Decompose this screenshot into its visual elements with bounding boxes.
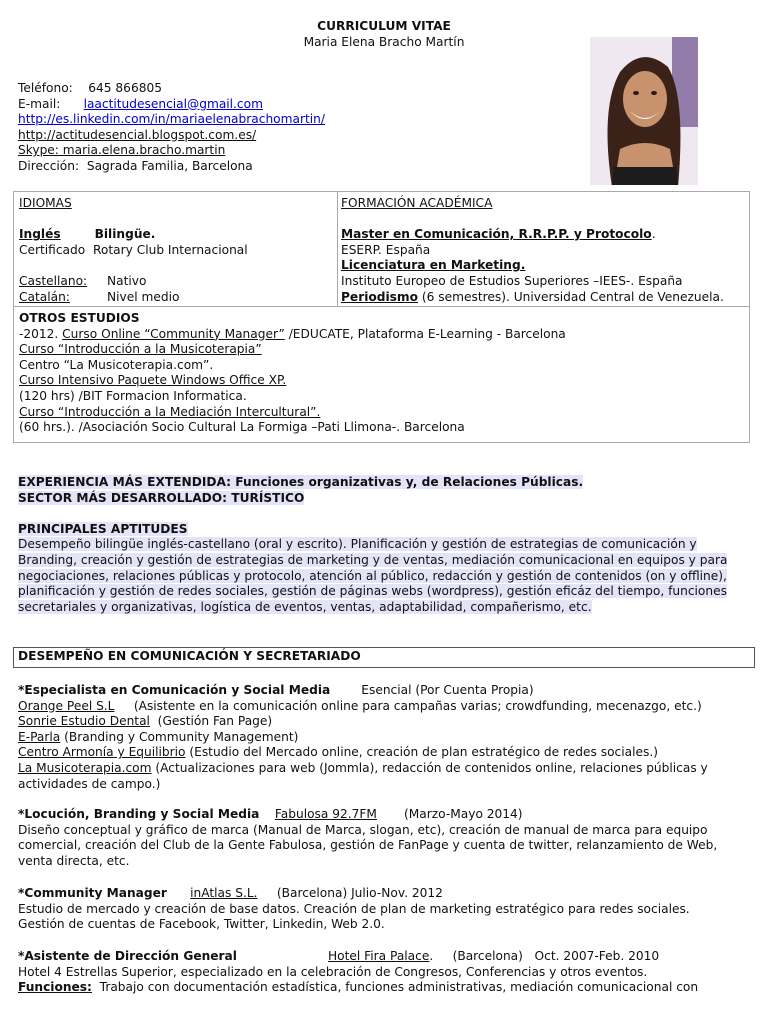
education-heading: FORMACIÓN ACADÉMICA [341,196,493,210]
table-divider [337,191,338,307]
course-3-detail: (120 hrs) /BIT Formacion Informatica. [19,388,247,403]
skype-id: Skype: maria.elena.bracho.martin [18,143,226,158]
client-3-desc: (Branding y Community Management) [60,729,299,744]
client-3-name: E-Parla [18,729,61,744]
languages-cell [19,196,334,305]
client-5-desc-cont: actividades de campo.) [18,776,161,791]
other-studies-heading: OTROS ESTUDIOS [19,311,140,325]
spanish-level: Nativo [107,273,147,288]
job-4-desc-1: Hotel 4 Estrellas Superior, especializado en la celebración de Congresos, Conferencias y otros eventos. [18,964,648,979]
job-3-desc-2: Gestión de cuentas de Facebook, Twitter, Linkedin, Web 2.0. [18,917,385,932]
degree-school: Instituto Europeo de Estudios Superiores –IEES-. España [341,273,683,288]
experience-summary: EXPERIENCIA MÁS EXTENDIDA: Funciones organizativas y, de Relaciones Públicas. [18,475,584,489]
skills-line-5: secretariales y organizativas, logística de eventos, ventas, adaptabilidad, compañerismo, etc. [18,599,592,614]
email-link[interactable]: laactitudesencial@gmail.com [83,96,263,111]
job-2-company: Fabulosa 92.7FM [274,807,377,821]
job-3-desc-1: Estudio de mercado y creación de base datos. Creación de plan de marketing estratégico para redes sociales. [18,901,690,916]
other-studies-cell [19,311,744,436]
journalism-title: Periodismo [341,289,418,304]
client-4-name: Centro Armonía y Equilibrio [18,745,186,760]
cert-label: Certificado [19,242,86,257]
course-3-title: Curso Intensivo Paquete Windows Office XP. [19,373,287,388]
contact-block [18,81,325,175]
job-entry-3 [18,886,751,933]
job-1-company: Esencial (Por Cuenta Propia) [361,683,534,697]
job-entry-1 [18,683,751,792]
table-divider-h [13,306,750,307]
job-entry-2 [18,807,751,869]
summary-block [18,475,727,615]
master-dot: . [651,227,656,242]
spanish-lang: Castellano: [19,273,88,288]
job-1-title: *Especialista en Comunicación y Social Media [18,683,331,697]
email-label: E-mail: [18,96,61,111]
job-3-place-dates: (Barcelona) Julio-Nov. 2012 [276,886,443,900]
job-2-desc-2: comercial, creación del Club de la Gente Fabulosa, gestión de FanPage y cuenta de twitter, relanzamiento de Web, [18,838,718,853]
english-level: Bilingüe. [94,227,156,242]
job-4-company: Hotel Fira Palace [328,949,430,963]
job-entry-4 [18,949,751,996]
education-cell [341,196,747,305]
master-school: ESERP. España [341,242,431,257]
catalan-lang: Catalán: [19,289,70,304]
degree-title: Licenciatura en Marketing. [341,258,526,273]
course-1-year: -2012. [19,326,63,341]
address-label: Dirección: [18,158,80,173]
section-heading-box [13,647,755,668]
blog-link[interactable]: http://actitudesencial.blogspot.com.es/ [18,127,257,142]
languages-heading: IDIOMAS [19,196,72,210]
job-4-place-dates: . (Barcelona) Oct. 2007-Feb. 2010 [429,949,660,963]
job-3-title: *Community Manager [18,886,167,900]
course-2-title: Curso “Introducción a la Musicoterapia” [19,342,262,357]
course-4-detail: (60 hrs.). /Asociación Socio Cultural La Formiga –Pati Llimona-. Barcelona [19,420,465,435]
catalan-level: Nivel medio [107,289,180,304]
portrait-image [590,37,698,185]
job-2-desc-3: venta directa, etc. [18,853,130,868]
phone-label: Teléfono: [18,81,73,95]
phone-value: 645 866805 [88,81,162,95]
job-4-title: *Asistente de Dirección General [18,949,237,963]
course-2-detail: Centro “La Musicoterapia.com”. [19,357,214,372]
job-2-title: *Locución, Branding y Social Media [18,807,260,821]
skills-line-4: planificación y gestión de redes sociales, gestión de páginas webs (wordpress), gestión eficáz del tiempo, funciones [18,584,727,599]
client-4-desc: (Estudio del Mercado online, creación de plan estratégico de redes sociales.) [185,745,658,760]
skills-line-1: Desempeño bilingüe inglés-castellano (oral y escrito). Planificación y gestión de estrategias de comunicación y [18,537,697,552]
address-value: Sagrada Familia, Barcelona [86,158,253,173]
course-4-title: Curso “Introducción a la Mediación Intercultural”. [19,404,321,419]
client-2-name: Sonrie Estudio Dental [18,714,150,729]
candidate-name: Maria Elena Bracho Martín [303,35,465,49]
client-2-desc: (Gestión Fan Page) [149,714,273,729]
skills-heading: PRINCIPALES APTITUDES [18,521,188,536]
job-2-desc-1: Diseño conceptual y gráfico de marca (Manual de Marca, slogan, etc), creación de manual de marca para equipo [18,822,708,837]
job-3-company: inAtlas S.L. [190,886,258,900]
phone-row [18,81,325,97]
profile-photo [590,37,698,185]
english-lang: Inglés [19,227,61,242]
document-title: CURRICULUM VITAE [317,19,451,33]
client-5-desc: (Actualizaciones para web (Jommla), redacción de contenidos online, relaciones públicas y [151,760,708,775]
linkedin-link[interactable]: http://es.linkedin.com/in/mariaelenabrachomartin/ [18,112,325,127]
address-row [18,159,325,175]
course-1-detail: /EDUCATE, Plataforma E-Learning - Barcelona [284,326,566,341]
email-row [18,97,325,113]
job-2-dates: (Marzo-Mayo 2014) [404,807,523,821]
skills-line-3: negociaciones, relaciones públicas y protocolo, atención al público, redacción y gestión de contenidos (on y offline), [18,568,727,583]
skills-line-2: Branding, creación y gestión de estrategias de marketing y de ventas, mediación comunicacional en equipos y para [18,552,728,567]
journalism-detail: (6 semestres). Universidad Central de Venezuela. [418,289,724,304]
job-4-functions-text: Trabajo con documentación estadística, funciones administrativas, mediación comunicacional con [91,980,699,995]
client-1-desc: (Asistente en la comunicación online para campañas varias; crowdfunding, mecenazgo, etc.) [114,698,702,713]
job-4-functions-label: Funciones: [18,980,92,995]
client-5-name: La Musicoterapia.com [18,760,152,775]
sector-summary: SECTOR MÁS DESARROLLADO: TURÍSTICO [18,490,305,505]
master-title: Master en Comunicación, R.R.P.P. y Protocolo [341,227,652,242]
course-1-title: Curso Online “Community Manager” [62,326,285,341]
client-1-name: Orange Peel S.L [18,698,115,713]
cert-value: Rotary Club Internacional [92,242,248,257]
section-heading: DESEMPEÑO EN COMUNICACIÓN Y SECRETARIADO [18,649,361,663]
